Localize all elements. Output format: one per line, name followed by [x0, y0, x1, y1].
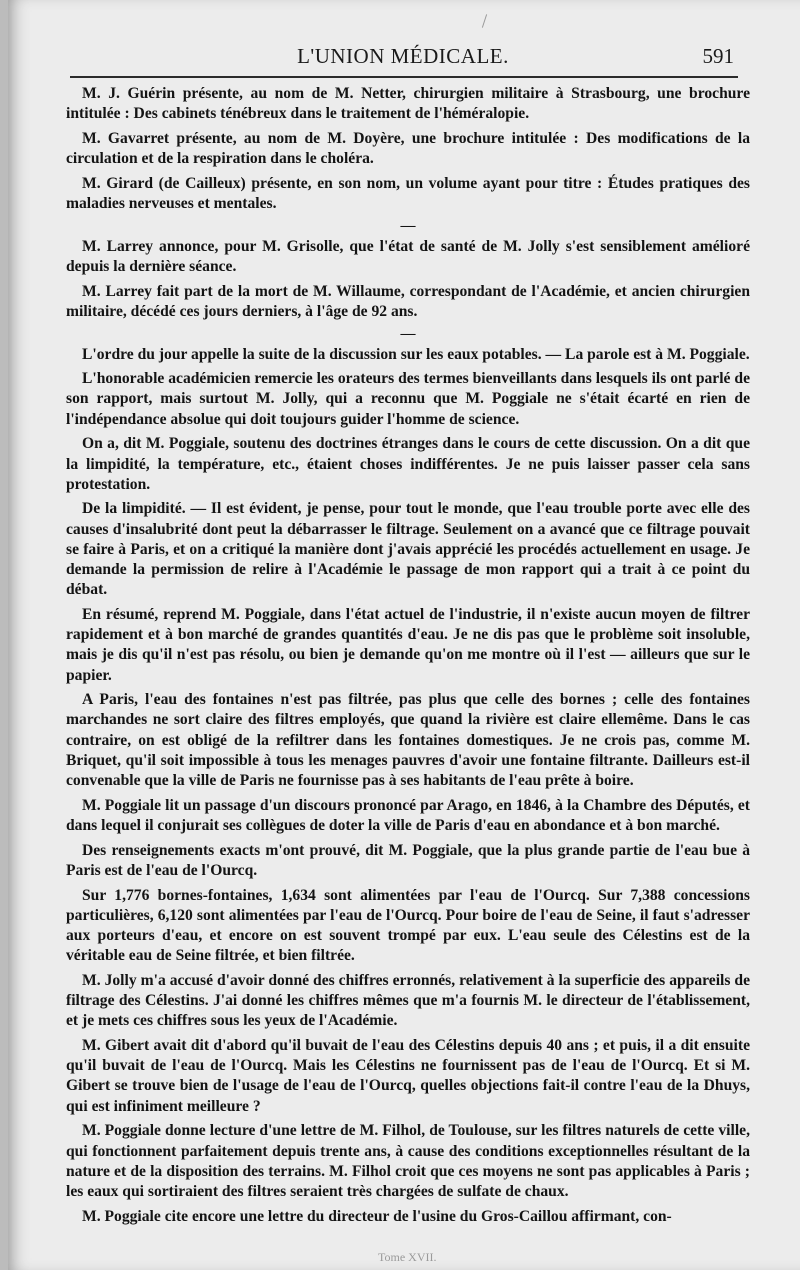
paragraph: De la limpidité. — Il est évident, je pense, pour tout le monde, que l'eau trouble porte avec elle des causes d'insalubrité dont peut la débarrasser le filtrage. Seulement on a avancé que ce filtrage pouvait se faire à Paris, et on a critiqué la manière dont j'avais apprécié les procédés actuellement en usage. Je demande la permission de relire à l'Académie le passage de mon rapport qui a trait à ce point du débat. [66, 500, 750, 599]
paragraph: M. Gavarret présente, au nom de M. Doyère, une brochure intitulée : Des modifications de la circulation et de la respiration dans le choléra. [66, 129, 750, 168]
paragraph: M. Gibert avait dit d'abord qu'il buvait de l'eau des Célestins depuis 40 ans ; et puis, il a dit ensuite qu'il buvait de l'eau de l'Ourcq. Mais les Célestins ne fournissent pas de l'eau de l'Ourcq. Et si M. Gibert se trouve bien de l'usage de l'eau de l'Ourcq, quelles objections fait-il contre l'eau de la Dhuys, qui est infiniment meilleure ? [66, 1037, 750, 1115]
paragraph: M. Girard (de Cailleux) présente, en son nom, un volume ayant pour titre : Études pratiques des maladies nerveuses et mentales. [66, 174, 750, 213]
paragraph: M. Poggiale cite encore une lettre du directeur de l'usine du Gros-Caillou affirmant, con- [82, 1207, 672, 1225]
paragraph: On a, dit M. Poggiale, soutenu des doctrines étranges dans le cours de cette discussion. On a dit que la limpidité, la température, etc., étaient choses indifférentes. Je ne puis laisser passer cela sans protestation. [66, 435, 750, 493]
paragraph: L'ordre du jour appelle la suite de la discussion sur les eaux potables. — La parole est à M. Poggiale. [82, 345, 750, 363]
paragraph: Sur 1,776 bornes-fontaines, 1,634 sont alimentées par l'eau de l'Ourcq. Sur 7,388 concessions particulières, 6,120 sont alimentées par l'eau de l'Ourcq. Pour boire de l'eau de Seine, il faut s'adresser aux porteurs d'eau, et encore on est souvent trompé par eux. L'eau seule des Célestins est de la véritable eau de Seine filtrée, et bien filtrée. [66, 886, 750, 965]
running-header [68, 44, 738, 74]
header-rule [70, 76, 738, 78]
page-number: 591 [702, 44, 734, 68]
paragraph: M. J. Guérin présente, au nom de M. Netter, chirurgien militaire à Strasbourg, une brochure intitulée : Des cabinets ténébreux dans le traitement de l'héméralopie. [66, 85, 750, 123]
paragraph: M. Larrey annonce, pour M. Grisolle, que l'état de santé de M. Jolly s'est sensiblement amélioré depuis la dernière séance. [66, 237, 750, 275]
paragraph: Des renseignements exacts m'ont prouvé, dit M. Poggiale, que la plus grande partie de l'eau bue à Paris est de l'eau de l'Ourcq. [66, 841, 750, 879]
pencil-mark [482, 14, 487, 28]
section-separator: — [400, 325, 416, 342]
paragraph: L'honorable académicien remercie les orateurs des termes bienveillants dans lesquels ils ont parlé de son rapport, mais surtout M. Jolly, qui a reconnu que M. Poggiale ne s'était écarté en rien de l'indépendance absolue qui doit toujours guider l'homme de science. [66, 370, 750, 428]
paragraph: A Paris, l'eau des fontaines n'est pas filtrée, pas plus que celle des bornes ; celle des fontaines marchandes ne sort claire des filtres employés, que quand la rivière est claire ellemême. Dans le cas contraire, on est obligé de la refiltrer dans les fontaines domestiques. Je ne crois pas, comme M. Briquet, qu'il soit impossible à tous les menages pauvres d'avoir une fontaine filtrante. Dailleurs est-il convenable que la ville de Paris ne fournisse pas à ses habitants de l'eau prête à boire. [66, 691, 750, 790]
paragraph: M. Jolly m'a accusé d'avoir donné des chiffres erronnés, relativement à la superficie des appareils de filtrage des Célestins. J'ai donné les chiffres mêmes que m'a fournis M. le directeur de l'établissement, et je mets ces chiffres sous les yeux de l'Académie. [66, 971, 750, 1030]
document-page [8, 0, 800, 1270]
faint-footer: Tome XVII. [378, 1250, 437, 1264]
paragraph: En résumé, reprend M. Poggiale, dans l'état actuel de l'industrie, il n'existe aucun moyen de filtrer rapidement et à bon marché de grandes quantités d'eau. Je ne dis pas que le problème soit insoluble, mais je dis qu'il n'est pas résolu, ou bien je demande qu'on me montre où il l'est — ailleurs que sur le papier. [66, 605, 750, 684]
journal-title: L'UNION MÉDICALE. [297, 44, 509, 68]
paragraph: M. Larrey fait part de la mort de M. Willaume, correspondant de l'Académie, et ancien chirurgien militaire, décédé ces jours derniers, à l'âge de 92 ans. [66, 282, 750, 320]
article-body [66, 84, 750, 1231]
section-separator: — [400, 217, 416, 234]
paragraph: M. Poggiale lit un passage d'un discours prononcé par Arago, en 1846, à la Chambre des Députés, et dans lequel il conjurait ses collègues de doter la ville de Paris d'eau en abondance et à bon marché. [66, 796, 750, 834]
paragraph: M. Poggiale donne lecture d'une lettre de M. Filhol, de Toulouse, sur les filtres naturels de cette ville, qui fonctionnent parfaitement depuis trente ans, à cause des conditions exceptionnelles résultant de la nature et de la disposition des terrains. M. Filhol croit que ces moyens ne sont pas applicables à Paris ; les eaux qui sortiraient des filtres seraient très chargées de sulfate de chaux. [66, 1122, 750, 1200]
